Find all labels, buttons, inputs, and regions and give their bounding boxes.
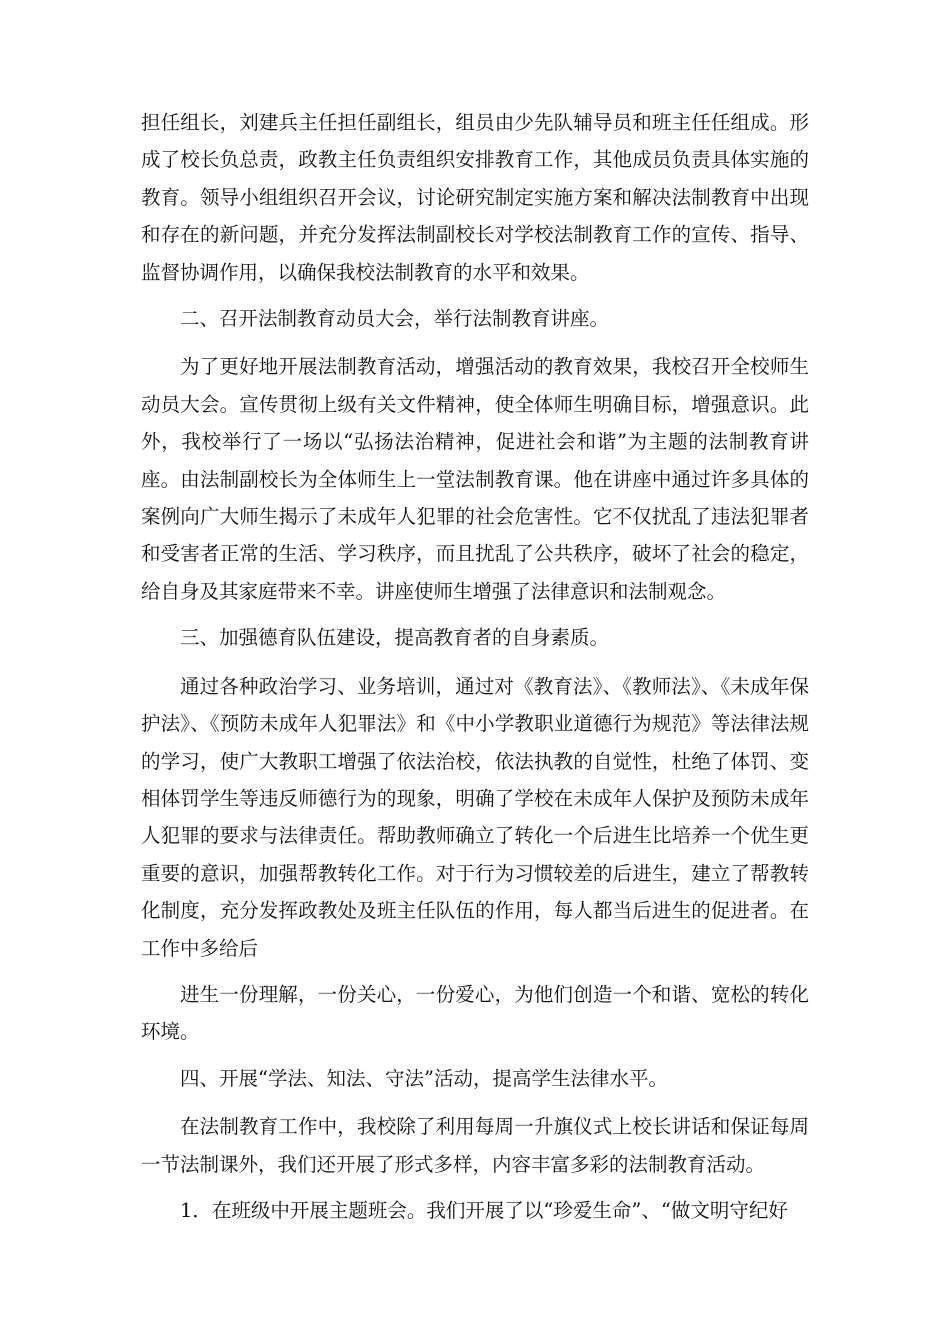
paragraph-transformation-environment: 进生一份理解，一份关心，一份爱心，为他们创造一个和谐、宽松的转化环境。 xyxy=(141,982,809,1044)
paragraph-leadership-group: 担任组长，刘建兵主任担任副组长，组员由少先队辅导员和班主任任组成。形成了校长负总责，政教主任负责组织安排教育工作，其他成员负责具体实施的教育。领导小组组织召开会议，讨论研究制定实施方案和解决法制教育中出现和存在的新问题，并充分发挥法制副校长对学校法制教育工作的宣传、指导、监督协调作用，以确保我校法制教育的水平和效果。 xyxy=(141,111,809,284)
paragraph-mobilization-meeting: 为了更好地开展法制教育活动，增强活动的教育效果，我校召开全校师生动员大会。宣传贯彻上级有关文件精神，使全体师生明确目标，增强意识。此外，我校举行了一场以“弘扬法治精神，促进社会和谐”为主题的法制教育讲座。由法制副校长为全体师生上一堂法制教育课。他在讲座中通过许多具体的案例向广大师生揭示了未成年人犯罪的社会危害性。它不仅扰乱了违法犯罪者和受害者正常的生活、学习秩序，而且扰乱了公共秩序，破坏了社会的稳定，给自身及其家庭带来不幸。讲座使师生增强了法律意识和法制观念。 xyxy=(141,355,809,603)
paragraph-class-meetings: 1．在班级中开展主题班会。我们开展了以“珍爱生命”、“做文明守纪好 xyxy=(180,1198,788,1222)
paragraph-legal-activities: 在法制教育工作中，我校除了利用每周一升旗仪式上校长讲话和保证每周一节法制课外，我们还开展了形式多样，内容丰富多彩的法制教育活动。 xyxy=(141,1115,809,1176)
document-body xyxy=(141,104,809,1238)
section-heading-4: 四、开展“学法、知法、守法”活动，提高学生法律水平。 xyxy=(180,1066,668,1090)
section-heading-3: 三、加强德育队伍建设，提高教育者的自身素质。 xyxy=(180,626,610,650)
section-heading-2: 二、召开法制教育动员大会，举行法制教育讲座。 xyxy=(180,307,610,331)
paragraph-moral-education-team: 通过各种政治学习、业务培训，通过对《教育法》、《教师法》、《未成年保护法》、《预防未成年人犯罪法》和《中小学教职业道德行为规范》等法律法规的学习，使广大教职工增强了依法治校，依法执教的自觉性，杜绝了体罚、变相体罚学生等违反师德行为的现象，明确了学校在未成年人保护及预防未成年人犯罪的要求与法律责任。帮助教师确立了转化一个后进生比培养一个优生更重要的意识，加强帮教转化工作。对于行为习惯较差的后进生，建立了帮教转化制度，充分发挥政教处及班主任队伍的作用，每人都当后进生的促进者。在工作中多给后 xyxy=(141,674,809,960)
